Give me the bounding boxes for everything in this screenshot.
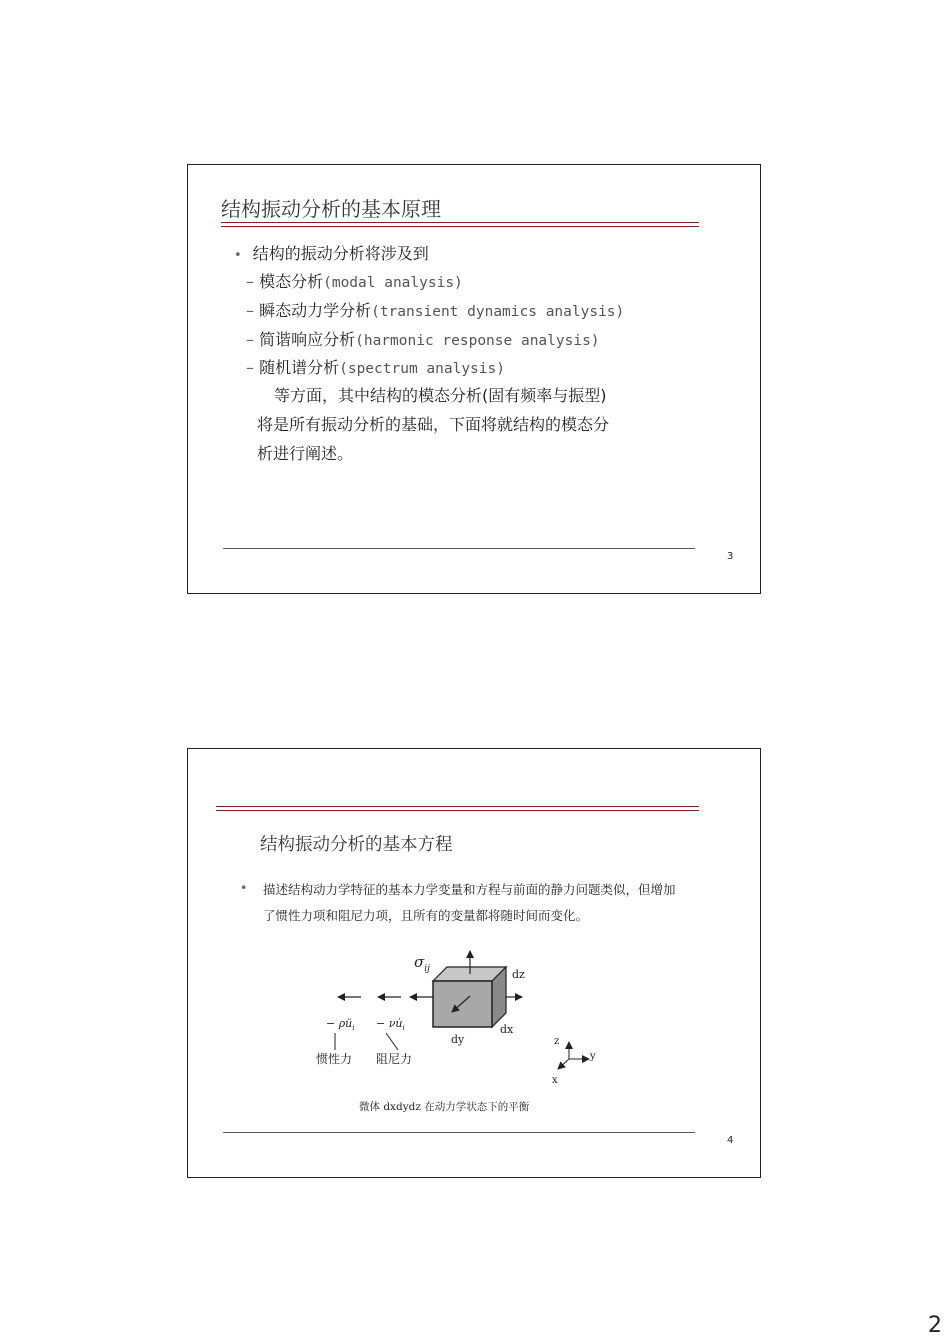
slide-3	[187, 164, 761, 594]
title-rule-bottom	[221, 226, 699, 227]
bullet-mark: •	[234, 248, 242, 263]
paragraph-line: 将是所有振动分析的基础，下面将就结构的模态分	[257, 415, 610, 434]
dash: –	[246, 358, 254, 377]
list-item	[246, 269, 463, 292]
cube-front-face	[433, 981, 492, 1027]
item-cn: 模态分析	[259, 272, 324, 291]
slide-title: 结构振动分析的基本原理	[221, 197, 441, 221]
dx-label: dx	[500, 1023, 514, 1036]
title-rule-top	[221, 222, 699, 223]
title-rule-bottom	[216, 810, 699, 811]
sheet-page-number: 2	[928, 1313, 942, 1338]
bullet-text: 结构的振动分析将涉及到	[252, 244, 429, 263]
damping-leader	[386, 1033, 398, 1050]
list-item	[246, 355, 505, 378]
item-cn: 简谐响应分析	[259, 330, 356, 349]
figure-caption: 微体 dxdydz 在动力学状态下的平衡	[359, 1101, 530, 1113]
bullet-mark: •	[240, 880, 248, 895]
damping-label: 阻尼力	[376, 1052, 413, 1066]
axis-y-label: y	[590, 1051, 596, 1062]
axis-z-label: z	[554, 1036, 560, 1047]
item-en: (spectrum analysis)	[339, 361, 505, 377]
dash: –	[246, 301, 254, 320]
bullet-line	[234, 241, 429, 264]
axis-x-arrow	[558, 1059, 569, 1069]
paragraph-line: 等方面，其中结构的模态分析(固有频率与振型)	[274, 386, 607, 405]
differential-element-figure	[288, 949, 618, 1124]
footer-rule	[223, 1132, 695, 1133]
footer-rule	[223, 548, 695, 549]
stress-label: $\sigma_{ij}$	[414, 953, 430, 974]
body-text-line: 了惯性力项和阻尼力项，且所有的变量都将随时间而变化。	[263, 908, 589, 923]
title-rule-top	[216, 806, 699, 807]
inertia-label: 惯性力	[316, 1052, 353, 1066]
slide-page-number: 3	[727, 551, 734, 562]
damping-term: − $\nu u̇_i$	[376, 1017, 405, 1032]
inertia-term: − $\rho ü_i$	[326, 1017, 355, 1032]
item-en: (transient dynamics analysis)	[371, 304, 625, 320]
axis-x-label: x	[552, 1075, 558, 1086]
dash: –	[246, 330, 254, 349]
slide-title: 结构振动分析的基本方程	[260, 835, 453, 855]
item-cn: 随机谱分析	[259, 358, 340, 377]
item-cn: 瞬态动力学分析	[259, 301, 372, 320]
list-item	[246, 327, 600, 350]
item-en: (modal analysis)	[323, 275, 463, 291]
list-item	[246, 298, 624, 321]
dz-label: dz	[512, 968, 525, 981]
paragraph-line: 析进行阐述。	[257, 444, 354, 463]
dash: –	[246, 272, 254, 291]
item-en: (harmonic response analysis)	[355, 333, 600, 349]
body-text-line: 描述结构动力学特征的基本力学变量和方程与前面的静力问题类似，但增加	[263, 882, 676, 897]
slide-page-number: 4	[727, 1135, 734, 1146]
slide-4	[187, 748, 761, 1178]
dy-label: dy	[451, 1033, 465, 1046]
